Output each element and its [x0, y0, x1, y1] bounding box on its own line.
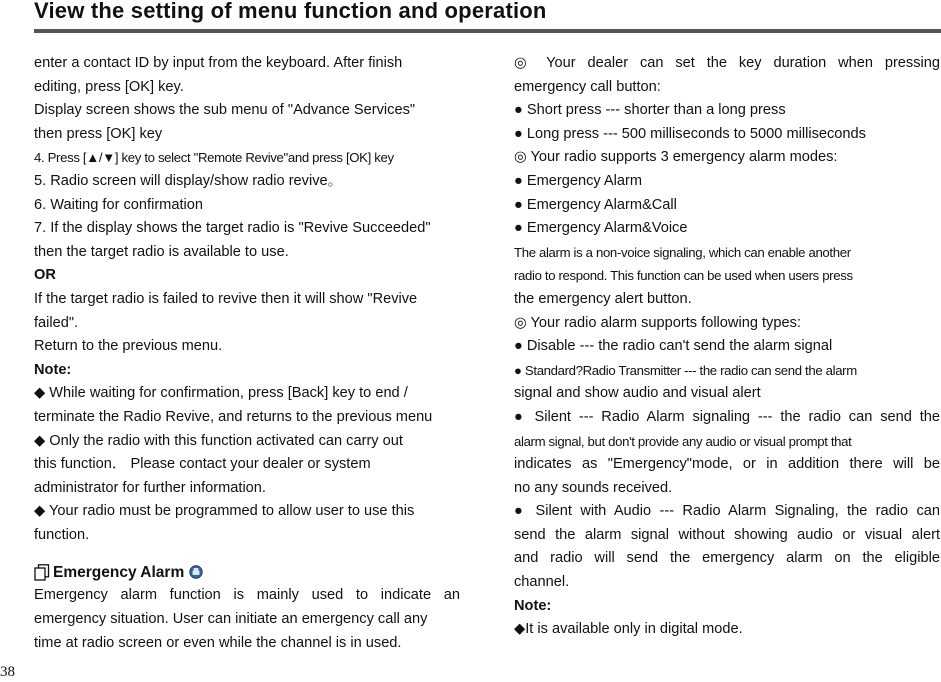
- bullet-item: ● Disable --- the radio can't send the alarm signal: [514, 338, 833, 355]
- page-header: [34, 0, 941, 34]
- text-line: then press [OK] key: [34, 125, 163, 142]
- text-line: ◎ Your radio alarm supports following types:: [514, 314, 801, 331]
- bullet-item: ● Long press --- 500 milliseconds to 5000 milliseconds: [514, 125, 866, 142]
- right-column: [514, 52, 940, 642]
- text-line: no any sounds received.: [514, 479, 673, 496]
- section-gap: [34, 547, 460, 560]
- text-line: radio to respond. This function can be used when users press: [514, 268, 853, 284]
- page-title: View the setting of menu function and operation: [34, 0, 547, 23]
- text-line: signal and show audio and visual alert: [514, 385, 761, 402]
- text-line: channel.: [514, 574, 570, 591]
- bullet-item: ● Emergency Alarm&Call: [514, 196, 677, 213]
- digital-mode-icon: [189, 563, 203, 577]
- text-line: 5. Radio screen will display/show radio revive。: [34, 172, 343, 189]
- note-item: ◆ While waiting for confirmation, press [Back] key to end /: [34, 385, 408, 402]
- text-line: terminate the Radio Revive, and returns to the previous menu: [34, 408, 433, 425]
- text-line: and radio will send the emergency alarm on the eligible: [514, 550, 940, 567]
- text-line: indicates as "Emergency"mode, or in addition there will be: [514, 456, 940, 473]
- note-label: Note:: [514, 597, 552, 614]
- section-heading: [34, 560, 460, 584]
- text-line: ◎ Your radio supports 3 emergency alarm modes:: [514, 149, 838, 166]
- text-line: send the alarm signal without showing audio or visual alert: [514, 526, 940, 543]
- text-line: emergency call button:: [514, 78, 661, 95]
- text-line: The alarm is a non-voice signaling, which can enable another: [514, 244, 851, 260]
- text-line: alarm signal, but don't provide any audio or visual prompt that: [514, 433, 852, 449]
- bullet-item: ● Emergency Alarm&Voice: [514, 220, 688, 237]
- text-line: time at radio screen or even while the channel is in used.: [34, 634, 402, 651]
- text-line: 4. Press [▲/▼] key to select "Remote Revive"and press [OK] key: [34, 150, 394, 166]
- bullet-item: ● Silent --- Radio Alarm signaling --- the radio can send the: [514, 408, 940, 425]
- bullet-item: ● Short press --- shorter than a long press: [514, 102, 786, 119]
- or-label: OR: [34, 267, 56, 284]
- bullet-item: ● Silent with Audio --- Radio Alarm Signaling, the radio can: [514, 503, 940, 520]
- note-item: ◆It is available only in digital mode.: [514, 621, 743, 638]
- note-item: ◆ Your radio must be programmed to allow user to use this: [34, 503, 415, 520]
- text-line: emergency situation. User can initiate an emergency call any: [34, 611, 428, 628]
- text-line: 7. If the display shows the target radio is "Revive Succeeded": [34, 220, 431, 237]
- text-line: Emergency alarm function is mainly used to indicate an: [34, 587, 460, 604]
- copy-icon: [34, 564, 50, 581]
- section-title: Emergency Alarm: [53, 563, 185, 581]
- text-line: Return to the previous menu.: [34, 338, 223, 355]
- text-line: 6. Waiting for confirmation: [34, 196, 203, 213]
- text-line: ◎ Your dealer can set the key duration when pressing: [514, 55, 940, 71]
- text-line: If the target radio is failed to revive then it will show "Revive: [34, 290, 418, 307]
- text-line: this function． Please contact your dealer or system: [34, 456, 371, 473]
- bullet-item: ● Standard?Radio Transmitter --- the radio can send the alarm: [514, 362, 857, 378]
- text-line: failed".: [34, 314, 79, 331]
- text-line: administrator for further information.: [34, 479, 266, 496]
- left-column: [34, 52, 460, 655]
- bullet-item: ● Emergency Alarm: [514, 172, 643, 189]
- text-line: then the target radio is available to use.: [34, 243, 289, 260]
- header-divider: [34, 29, 941, 33]
- page-number: 38: [0, 664, 15, 680]
- text-line: the emergency alert button.: [514, 290, 692, 307]
- note-item: ◆ Only the radio with this function activated can carry out: [34, 432, 403, 449]
- text-line: enter a contact ID by input from the keyboard. After finish: [34, 55, 403, 71]
- text-line: Display screen shows the sub menu of "Advance Services": [34, 102, 416, 119]
- text-line: editing, press [OK] key.: [34, 78, 184, 95]
- text-line: function.: [34, 526, 90, 543]
- note-label: Note:: [34, 361, 72, 378]
